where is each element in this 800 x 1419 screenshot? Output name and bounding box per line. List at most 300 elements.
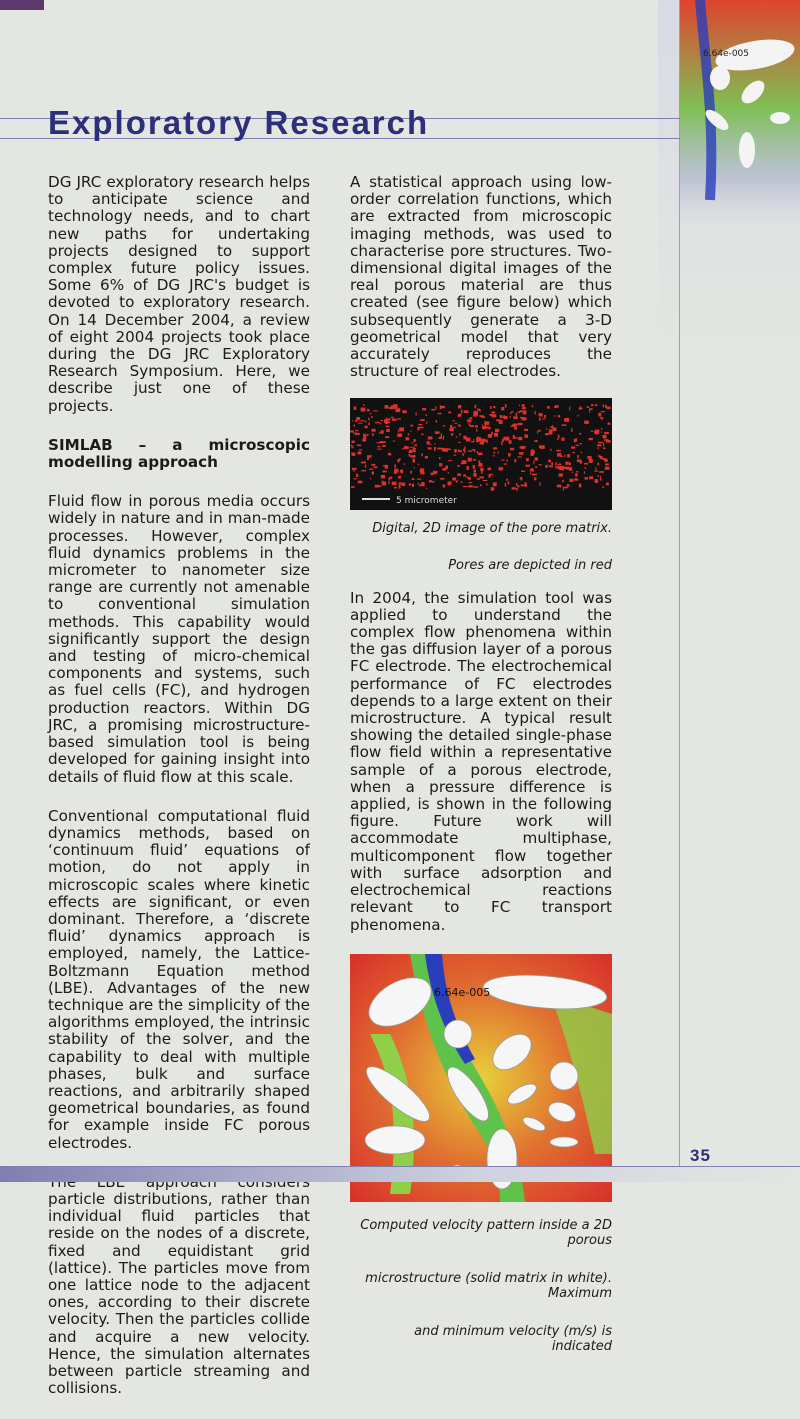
pore-speckle <box>478 438 481 442</box>
figure2-caption-line1: Computed velocity pattern inside a 2D porous <box>360 1217 612 1249</box>
pore-speckle <box>406 438 410 441</box>
pore-speckle <box>555 406 559 408</box>
pore-speckle <box>516 488 518 491</box>
pore-speckle <box>585 468 587 470</box>
pore-speckle <box>368 418 369 421</box>
pore-speckle <box>356 417 360 420</box>
pore-speckle <box>558 435 560 439</box>
pore-speckle <box>445 466 448 469</box>
pore-speckle <box>367 457 369 461</box>
pore-speckle <box>370 414 372 415</box>
pore-speckle <box>595 480 598 484</box>
pore-speckle <box>474 405 476 409</box>
pore-speckle <box>556 450 561 452</box>
pore-speckle <box>439 437 442 439</box>
pore-speckle <box>601 428 602 430</box>
pore-speckle <box>385 465 388 469</box>
pore-speckle <box>577 455 579 458</box>
pore-speckle <box>450 428 454 431</box>
pore-speckle <box>577 460 581 463</box>
pore-speckle <box>463 486 468 487</box>
pore-speckle <box>517 457 521 458</box>
pore-speckle <box>585 477 588 480</box>
figure1-caption-line2: Pores are depicted in red <box>448 558 612 574</box>
pore-speckle <box>571 447 575 449</box>
pore-speckle <box>448 461 452 462</box>
pore-speckle <box>526 459 529 462</box>
pore-speckle <box>508 453 511 457</box>
pore-speckle <box>363 405 365 407</box>
pore-speckle <box>539 418 541 421</box>
pore-speckle <box>463 449 465 452</box>
pore-speckle <box>457 466 460 468</box>
pore-speckle <box>544 415 546 418</box>
pore-speckle <box>550 449 552 451</box>
pore-speckle <box>481 417 485 419</box>
pore-speckle <box>374 467 378 469</box>
pore-speckle <box>398 476 401 479</box>
pore-speckle <box>394 487 397 489</box>
pore-speckle <box>458 415 460 418</box>
pore-speckle <box>396 409 401 413</box>
pore-speckle <box>535 467 537 469</box>
pore-speckle <box>466 438 470 442</box>
pore-speckle <box>595 405 597 407</box>
pore-speckle <box>545 433 549 435</box>
pore-speckle <box>499 421 503 425</box>
pore-speckle <box>608 423 611 425</box>
pore-speckle <box>552 426 554 429</box>
pore-speckle <box>525 465 530 467</box>
pore-speckle <box>519 453 524 456</box>
pore-speckle <box>358 452 362 455</box>
pore-speckle <box>569 407 570 411</box>
pore-speckle <box>523 411 527 415</box>
pore-speckle <box>382 471 387 473</box>
pore-speckle <box>569 468 572 472</box>
pore-speckle <box>461 463 465 464</box>
pore-speckle <box>434 448 435 452</box>
pore-speckle <box>535 411 536 415</box>
pore-speckle <box>492 412 496 414</box>
pore-speckle <box>479 477 483 479</box>
pore-speckle <box>421 454 423 457</box>
pore-speckle <box>410 471 412 474</box>
pore-speckle <box>414 468 415 469</box>
pore-speckle <box>437 448 442 450</box>
pore-speckle <box>473 414 477 418</box>
sidebar-value-label: 6.64e-005 <box>703 49 750 59</box>
pore-speckle <box>555 466 556 469</box>
pore-speckle <box>473 487 478 488</box>
pore-speckle <box>579 433 581 435</box>
pore-speckle <box>469 418 472 420</box>
pore-speckle <box>473 460 476 462</box>
pore-speckle <box>506 460 507 462</box>
pore-speckle <box>481 470 483 474</box>
pore-speckle <box>493 456 495 457</box>
pore-speckle <box>377 486 381 488</box>
page-number: 35 <box>690 1146 711 1165</box>
pore-speckle <box>516 483 517 486</box>
pore-speckle <box>397 434 402 438</box>
pore-speckle <box>531 451 535 455</box>
pore-speckle <box>508 482 510 485</box>
pore-speckle <box>510 448 514 451</box>
right-paragraph-1: A statistical approach using low-order correlation functions, which are extracted from microscopic imaging methods, was used to characterise pore structures. Two-dimensional digital images of the real porous material are thus created (see figure below) which subsequently generate a 3-D geometrical model that very accurately reproduces the structure of real electrodes. <box>350 173 612 381</box>
pore-speckle <box>549 432 553 436</box>
pore-speckle <box>564 418 569 422</box>
pore-speckle <box>516 413 518 416</box>
pore-speckle <box>408 434 410 436</box>
pore-speckle <box>413 459 416 463</box>
pore-speckle <box>434 444 436 445</box>
pore-speckle <box>493 483 497 487</box>
pore-speckle <box>418 424 422 425</box>
pore-speckle <box>589 477 593 480</box>
pore-speckle <box>382 481 384 485</box>
pore-speckle <box>493 415 496 418</box>
pore-speckle <box>398 430 399 433</box>
pore-speckle <box>456 481 458 484</box>
pore-speckle <box>411 425 414 427</box>
pore-speckle <box>481 469 483 471</box>
pore-speckle <box>573 452 575 454</box>
pore-speckle <box>420 472 424 475</box>
pore-speckle <box>455 423 458 424</box>
pore-speckle <box>503 416 505 419</box>
pore-speckle <box>530 473 531 475</box>
pore-speckle <box>522 418 526 421</box>
pore-speckle <box>427 442 430 445</box>
pore-speckle <box>533 461 534 465</box>
pore-speckle <box>459 434 461 436</box>
pore-speckle <box>605 467 610 470</box>
pore-speckle <box>603 448 606 450</box>
pore-speckle <box>581 452 582 454</box>
pore-speckle <box>452 478 456 481</box>
pore-speckle <box>417 479 421 480</box>
pore-speckle <box>521 485 525 487</box>
pore-speckle <box>358 423 363 424</box>
pore-speckle <box>354 479 357 480</box>
pore-speckle <box>601 432 602 433</box>
pore-speckle <box>409 454 411 457</box>
pore-speckle <box>549 466 553 467</box>
pore-speckle <box>372 429 376 432</box>
pore-speckle <box>412 484 414 487</box>
right-column <box>350 174 612 1377</box>
pore-speckle <box>486 484 487 486</box>
pore-speckle <box>353 471 355 472</box>
pore-speckle <box>436 421 438 424</box>
pore-speckle <box>522 405 525 407</box>
pore-speckle <box>435 407 436 410</box>
pore-speckle <box>369 469 373 470</box>
pore-speckle <box>428 448 432 450</box>
pore-speckle <box>355 430 359 431</box>
pore-speckle <box>566 467 570 470</box>
pore-speckle <box>603 405 604 408</box>
pore-speckle <box>572 472 573 473</box>
pore-speckle <box>492 414 494 417</box>
pore-speckle <box>456 437 458 438</box>
pore-matrix-image <box>350 398 612 510</box>
pore-speckle <box>365 421 367 423</box>
page-title: Exploratory Research <box>48 104 430 141</box>
pore-speckle <box>519 405 520 407</box>
pore-speckle <box>458 425 461 427</box>
pore-speckle <box>558 416 560 418</box>
pore-speckle <box>569 463 571 466</box>
pore-speckle <box>601 411 605 412</box>
pore-speckle <box>542 419 546 420</box>
pore-speckle <box>409 450 412 453</box>
pore-speckle <box>509 441 512 445</box>
figure2-caption-line3: and minimum velocity (m/s) is indicated <box>414 1323 612 1355</box>
pore-speckle <box>589 409 593 411</box>
pore-speckle <box>352 468 357 470</box>
pore-speckle <box>438 413 442 415</box>
pore-speckle <box>410 431 412 432</box>
pore-speckle <box>356 433 359 435</box>
pore-speckle <box>518 412 521 414</box>
pore-speckle <box>441 434 442 438</box>
pore-speckle <box>563 470 564 472</box>
pore-speckle <box>463 475 466 477</box>
pore-speckle <box>375 422 379 423</box>
pore-speckle <box>484 422 489 426</box>
pore-speckle <box>371 464 375 466</box>
pore-speckle <box>576 471 578 472</box>
pore-speckle <box>414 445 415 446</box>
pore-speckle <box>421 434 423 436</box>
pore-speckle <box>512 488 516 490</box>
pore-speckle <box>474 470 476 473</box>
pore-speckle <box>451 434 453 436</box>
pore-speckle <box>525 484 527 487</box>
pore-speckle <box>452 421 455 422</box>
pore-speckle <box>443 485 446 488</box>
pore-speckle <box>513 417 518 420</box>
intro-paragraph: DG JRC exploratory research helps to anticipate science and technology needs, and to chart new paths for undertaking projects designed to support complex future policy issues. Some 6% of DG JRC's budget is devoted to exploratory research. On 14 December 2004, a review of eight 2004 projects took place during the DG JRC Exploratory Research Symposium. Here, we describe just one of these projects. <box>48 173 310 415</box>
pore-speckle <box>489 475 491 478</box>
body-paragraph-3: particle distributions, rather than individual fluid particles that reside on the nodes of a discrete, fixed and equidistant grid (lattice). The particles move from one lattice node to the adjacent ones, according to their discrete velocity. Then the particles collide and acquire a new velocity. Hence, the simulation alternates between particle streaming and collisions. <box>48 1189 310 1398</box>
pore-speckle <box>412 450 416 453</box>
pore-speckle <box>487 427 490 429</box>
pore-speckle <box>557 485 562 488</box>
pore-speckle <box>549 466 551 467</box>
pore-speckle <box>564 487 568 489</box>
pore-speckle <box>362 439 366 442</box>
pore-speckle <box>505 405 507 408</box>
pore-speckle <box>430 444 432 445</box>
pore-speckle <box>372 472 374 475</box>
pore-speckle <box>579 484 582 488</box>
pore-speckle <box>433 471 437 474</box>
pore-speckle <box>471 441 474 442</box>
pore-speckle <box>421 484 425 486</box>
pore-speckle <box>467 420 471 423</box>
pore-speckle <box>494 452 496 454</box>
pore-speckle <box>360 421 364 422</box>
sidebar-flow-image <box>675 0 800 240</box>
pore-speckle <box>569 479 573 482</box>
pore-speckle <box>363 434 365 438</box>
pore-speckle <box>520 478 522 479</box>
pore-speckle <box>478 463 482 467</box>
pore-speckle <box>412 479 415 481</box>
pore-speckle <box>431 409 435 411</box>
pore-speckle <box>422 408 426 411</box>
pore-speckle <box>504 464 507 465</box>
pore-speckle <box>476 429 477 432</box>
pore-speckle <box>603 443 604 447</box>
pore-speckle <box>597 463 599 465</box>
pore-speckle <box>473 473 476 477</box>
pore-speckle <box>483 480 488 481</box>
pore-speckle <box>443 436 444 440</box>
pore-speckle <box>391 417 393 419</box>
pore-speckle <box>381 420 383 421</box>
pore-speckle <box>399 485 401 489</box>
pore-speckle <box>479 410 481 412</box>
pore-speckle <box>361 471 366 472</box>
scale-bar-label: 5 micrometer <box>396 496 457 507</box>
pore-speckle <box>477 479 480 481</box>
pore-speckle <box>388 478 390 481</box>
max-velocity-label: 6.64e-005 <box>434 985 491 999</box>
pore-speckle <box>413 448 416 450</box>
pore-speckle <box>385 406 389 410</box>
pore-speckle <box>490 407 492 410</box>
pore-speckle <box>594 431 596 433</box>
pore-speckle <box>510 413 511 415</box>
figure1-caption-line1: Digital, 2D image of the pore matrix. <box>372 520 612 536</box>
pore-speckle <box>576 439 578 442</box>
pore-speckle <box>388 482 389 485</box>
pore-speckle <box>351 487 355 489</box>
sidebar-rule <box>679 0 680 1182</box>
pore-speckle <box>488 468 492 471</box>
left-column <box>48 174 310 1419</box>
pore-speckle <box>397 471 398 473</box>
pore-speckle <box>564 455 565 458</box>
pore-speckle <box>530 470 535 472</box>
pore-speckle <box>435 432 440 435</box>
pore-speckle <box>428 437 433 440</box>
pore-speckle <box>358 481 363 484</box>
pore-speckle <box>514 459 516 462</box>
pore-speckle <box>540 446 545 450</box>
pore-speckle <box>498 452 499 454</box>
pore-speckle <box>416 413 417 416</box>
pore-speckle <box>392 419 397 421</box>
pore-speckle <box>390 477 393 479</box>
pore-speckle <box>517 486 519 488</box>
velocity-pattern-image <box>350 954 612 1202</box>
pore-speckle <box>478 453 483 456</box>
pore-speckle <box>453 427 456 428</box>
pore-speckle <box>483 441 487 442</box>
pore-speckle <box>554 416 556 417</box>
pore-speckle <box>521 471 525 472</box>
pore-speckle <box>388 419 390 422</box>
pore-speckle <box>410 447 415 448</box>
pore-speckle <box>491 488 495 492</box>
pore-speckle <box>393 441 395 442</box>
pore-speckle <box>461 482 463 484</box>
pore-speckle <box>605 405 607 408</box>
pore-speckle <box>381 475 385 478</box>
pore-speckle <box>440 406 445 408</box>
pore-speckle <box>539 414 543 417</box>
pore-speckle <box>356 474 358 477</box>
pore-speckle <box>602 419 604 420</box>
pore-speckle <box>584 421 589 424</box>
pore-speckle <box>354 407 357 410</box>
pore-speckle <box>350 431 354 433</box>
pore-speckle <box>598 413 601 417</box>
pore-speckle <box>597 476 599 478</box>
pore-speckle <box>378 446 381 448</box>
pore-speckle <box>365 465 367 468</box>
pore-speckle <box>444 449 448 453</box>
pore-speckle <box>580 407 582 409</box>
pore-speckle <box>448 473 449 475</box>
pore-speckle <box>467 467 469 471</box>
pore-speckle <box>580 444 583 445</box>
pore-speckle <box>501 407 504 410</box>
pore-speckle <box>587 456 591 459</box>
pore-speckle <box>473 465 475 469</box>
pore-speckle <box>539 483 540 487</box>
pore-speckle <box>448 412 451 414</box>
pore-speckle <box>599 472 604 474</box>
pore-speckle <box>426 415 428 417</box>
pore-speckle <box>399 428 404 432</box>
pore-speckle <box>584 463 588 465</box>
pore-speckle <box>439 464 442 467</box>
pore-speckle <box>439 457 440 459</box>
pore-speckle <box>425 456 428 459</box>
pore-speckle <box>602 487 604 488</box>
pore-speckle <box>518 423 523 425</box>
pore-speckle <box>352 421 353 422</box>
pore-speckle <box>597 445 601 447</box>
pore-speckle <box>535 458 538 461</box>
pore-speckle <box>574 479 578 481</box>
pore-speckle <box>419 485 420 487</box>
pore-speckle <box>461 410 462 414</box>
pore-speckle <box>538 465 542 466</box>
pore-speckle <box>418 464 419 465</box>
pore-speckle <box>538 430 540 432</box>
pore-speckle <box>457 474 461 477</box>
pore-speckle <box>600 418 603 420</box>
pore-speckle <box>361 408 366 412</box>
pore-speckle <box>458 405 461 408</box>
pore-speckle <box>350 445 353 446</box>
pore-speckle <box>595 471 598 472</box>
pore-speckle <box>390 455 391 456</box>
pore-speckle <box>404 447 409 450</box>
pore-speckle <box>501 460 504 461</box>
pore-speckle <box>535 440 537 442</box>
pore-speckle <box>419 427 424 429</box>
pore-speckle <box>440 478 444 480</box>
pore-speckle <box>352 441 355 443</box>
